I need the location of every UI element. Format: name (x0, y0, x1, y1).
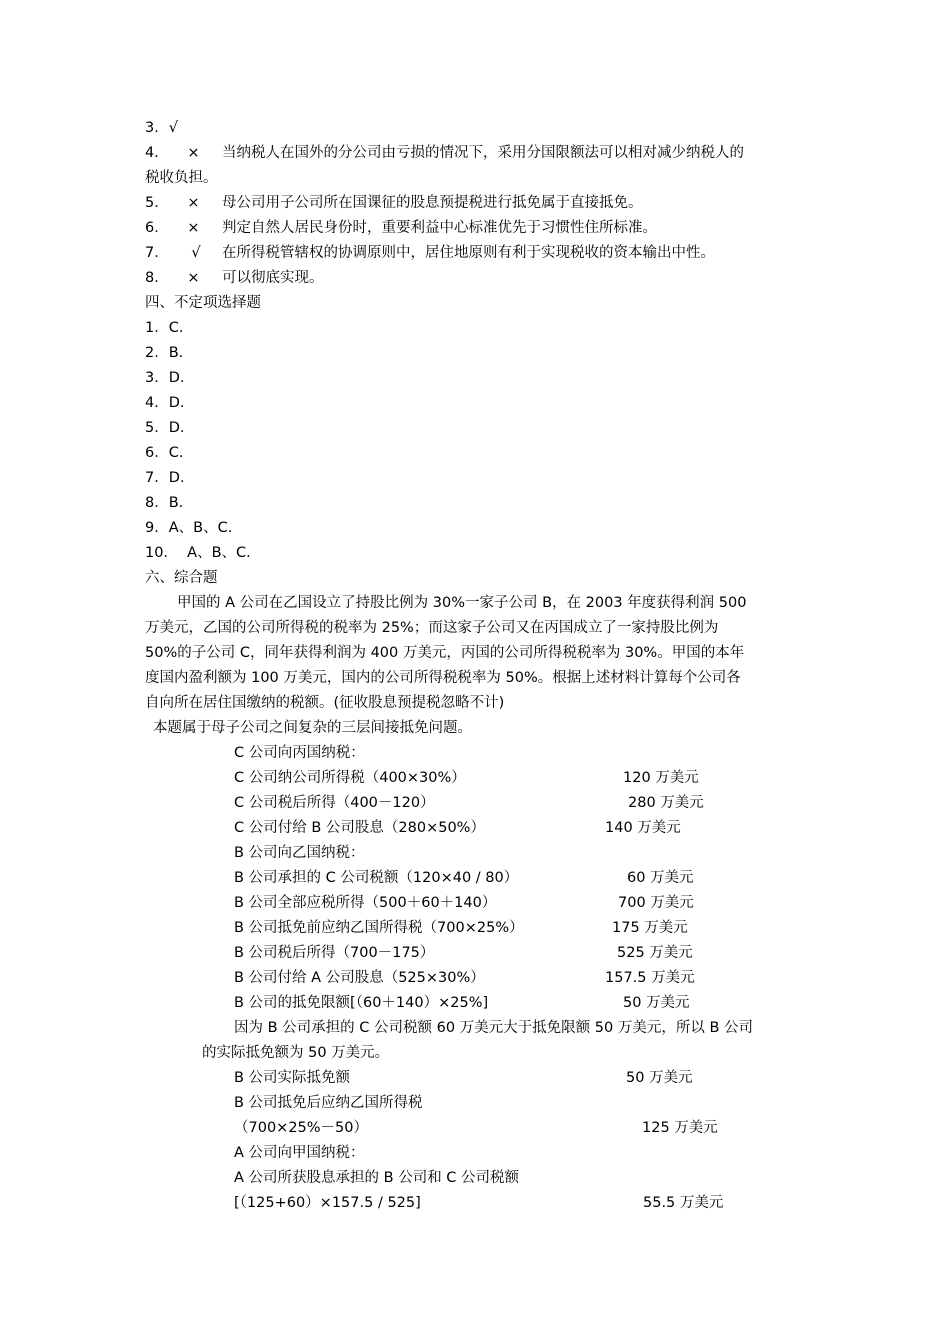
calc-label: B 公司税后所得（700－175） (234, 945, 435, 961)
choice-answer: 10． A、B、C. (145, 545, 251, 561)
answer-mark: × (187, 145, 200, 161)
judgment-item-4-continued (145, 166, 218, 191)
item-text: 可以彻底实现。 (221, 270, 324, 286)
item-text: 当纳税人在国外的分公司由亏损的情况下，采用分国限额法可以相对减少纳税人的 (221, 145, 744, 161)
problem-text-line: 甲国的 A 公司在乙国设立了持股比例为 30%一家子公司 B，在 2003 年度获得利润 500 (177, 595, 747, 611)
answer-mark: × (187, 195, 200, 211)
calc-value: 140 万美元 (605, 820, 681, 836)
calc-value: 120 万美元 (623, 770, 699, 786)
calc-value: 50 万美元 (623, 995, 690, 1011)
calc-label: B 公司付给 A 公司股息（525×30%） (234, 970, 485, 986)
calc-label: [（125+60）×157.5 / 525] (234, 1195, 421, 1211)
choice-answer: 1．C. (145, 320, 184, 336)
judgment-item-5 (145, 191, 642, 216)
problem-text-line: 自向所在居住国缴纳的税额。(征收股息预提税忽略不计) (145, 695, 505, 711)
choice-answer: 4．D. (145, 395, 185, 411)
solution-intro: 本题属于母子公司之间复杂的三层间接抵免问题。 (153, 720, 472, 736)
item-text: 母公司用子公司所在国课征的股息预提税进行抵免属于直接抵免。 (221, 195, 643, 211)
problem-text-line: 50%的子公司 C，同年获得利润为 400 万美元，丙国的公司所得税税率为 30%。甲国的本年 (145, 645, 745, 661)
problem-text-line: 度国内盈利额为 100 万美元，国内的公司所得税税率为 50%。根据上述材料计算每个公司各 (145, 670, 741, 686)
item-number: 3． (145, 120, 169, 136)
section-title-4: 四、不定项选择题 (145, 295, 261, 311)
calc-label: B 公司的抵免限额[（60＋140）×25%] (234, 995, 489, 1011)
answer-mark: × (187, 220, 200, 236)
choice-answer: 6．C. (145, 445, 184, 461)
calc-value: 700 万美元 (618, 895, 694, 911)
calc-value: 157.5 万美元 (605, 970, 695, 986)
calc-label: B 公司实际抵免额 (234, 1070, 351, 1086)
calc-label: A 公司所获股息承担的 B 公司和 C 公司税额 (234, 1170, 520, 1186)
calc-label: B 公司抵免后应纳乙国所得税 (234, 1095, 423, 1111)
calc-value: 125 万美元 (642, 1120, 718, 1136)
calc-value: 175 万美元 (612, 920, 688, 936)
calc-label: B 公司全部应税所得（500＋60＋140） (234, 895, 497, 911)
calc-value: 525 万美元 (617, 945, 693, 961)
item-text: 在所得税管辖权的协调原则中，居住地原则有利于实现税收的资本输出中性。 (221, 245, 715, 261)
choice-answer: 9．A、B、C. (145, 520, 233, 536)
judgment-item-6 (145, 216, 657, 241)
answer-mark: √ (191, 245, 201, 261)
item-text: 判定自然人居民身份时，重要利益中心标准优先于习惯性住所标准。 (221, 220, 657, 236)
answer-mark: √ (168, 120, 178, 136)
problem-text-line: 万美元，乙国的公司所得税的税率为 25%；而这家子公司又在丙国成立了一家持股比例为 (145, 620, 719, 636)
item-number: 6． (145, 220, 169, 236)
calc-value: 60 万美元 (627, 870, 694, 886)
item-number: 8． (145, 270, 169, 286)
judgment-item-4 (145, 141, 744, 166)
choice-answer: 5．D. (145, 420, 185, 436)
explanation-line: 的实际抵免额为 50 万美元。 (202, 1045, 390, 1061)
answer-mark: × (187, 270, 200, 286)
calc-label: C 公司纳公司所得税（400×30%） (234, 770, 466, 786)
calc-label: B 公司承担的 C 公司税额（120×40 / 80） (234, 870, 519, 886)
calc-value: 280 万美元 (628, 795, 704, 811)
calc-label: A 公司向甲国纳税： (234, 1145, 365, 1161)
choice-answer: 2．B. (145, 345, 184, 361)
section-title-6: 六、综合题 (145, 570, 218, 586)
calc-label: C 公司向丙国纳税： (234, 745, 365, 761)
choice-answer: 3．D. (145, 370, 185, 386)
item-number: 7． (145, 245, 169, 261)
calc-label: C 公司税后所得（400－120） (234, 795, 435, 811)
item-number: 5． (145, 195, 169, 211)
calc-value: 55.5 万美元 (643, 1195, 724, 1211)
item-number: 4． (145, 145, 169, 161)
calc-label: C 公司付给 B 公司股息（280×50%） (234, 820, 485, 836)
judgment-item-8 (145, 266, 323, 291)
item-text: 税收负担。 (145, 170, 218, 186)
choice-answer: 8．B. (145, 495, 184, 511)
choice-answer: 7．D. (145, 470, 185, 486)
judgment-item-3 (145, 116, 178, 141)
calc-label: （700×25%－50） (234, 1120, 369, 1136)
explanation-line: 因为 B 公司承担的 C 公司税额 60 万美元大于抵免限额 50 万美元，所以 B 公司 (234, 1020, 754, 1036)
calc-label: B 公司向乙国纳税： (234, 845, 365, 861)
calc-value: 50 万美元 (626, 1070, 693, 1086)
calc-label: B 公司抵免前应纳乙国所得税（700×25%） (234, 920, 524, 936)
judgment-item-7 (145, 241, 715, 266)
